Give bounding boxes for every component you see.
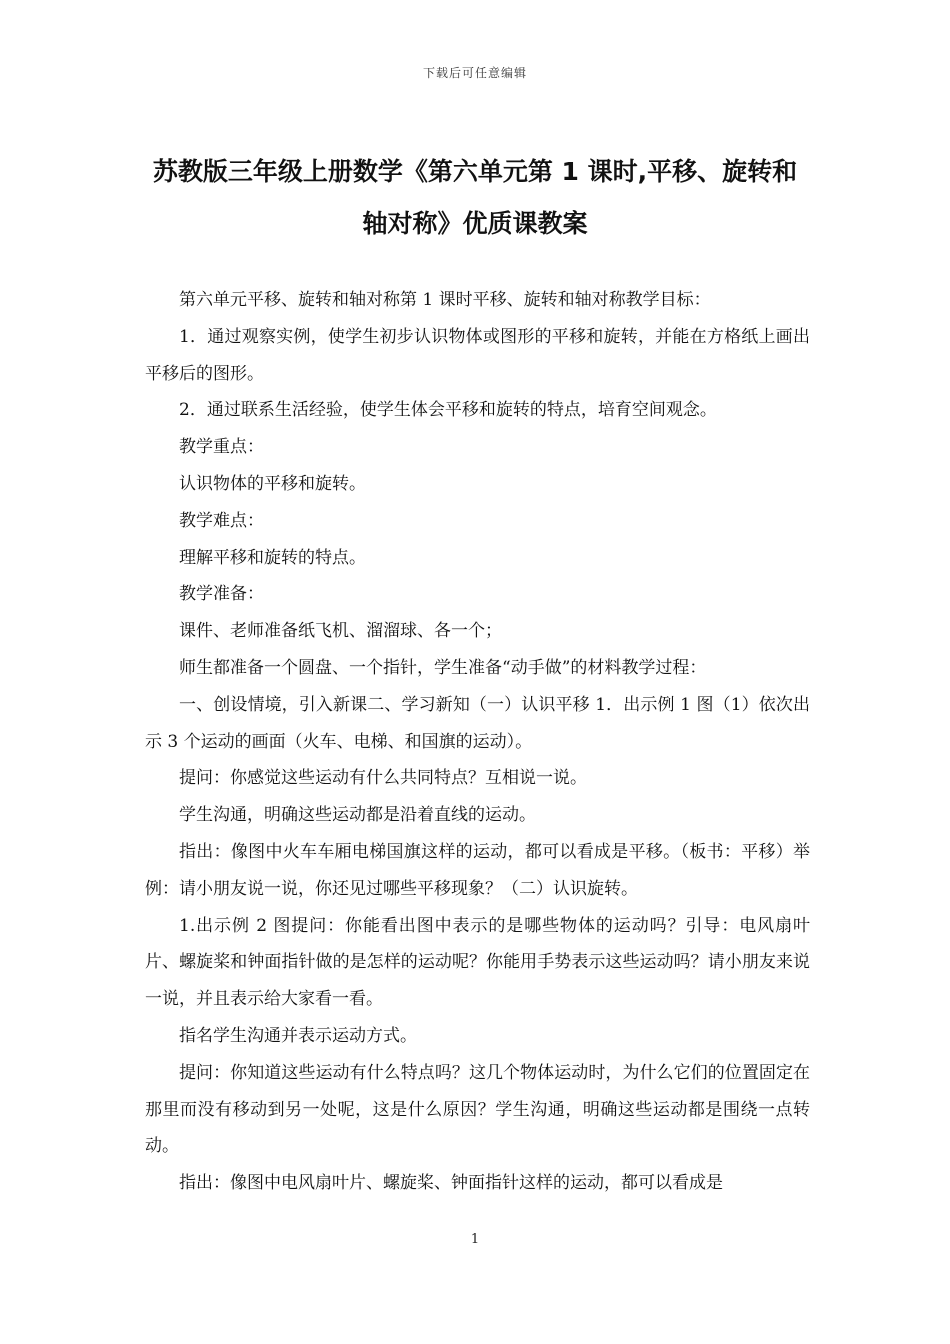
- paragraph-preparation-students: 师生都准备一个圆盘、一个指针，学生准备“动手做”的材料教学过程：: [179, 657, 707, 678]
- paragraph-preparation-label: 教学准备：: [179, 584, 264, 605]
- paragraph-objectives-heading: 第六单元平移、旋转和轴对称第 1 课时平移、旋转和轴对称教学目标：: [179, 290, 711, 310]
- paragraph-rotation-example: 1.出示例 2 图提问：你能看出图中表示的是哪些物体的运动吗？引导：电风扇叶片、螺旋桨和钟面指针做的是怎样的运动呢？你能用手势表示这些运动吗？请小朋友来说一说，并且表示给大家看一看。: [145, 915, 810, 1010]
- paragraph-key-points-label: 教学重点：: [179, 437, 264, 458]
- page-header: 下载后可任意编辑: [422, 66, 527, 80]
- paragraph-difficulties: 理解平移和旋转的特点。: [179, 547, 366, 568]
- paragraph-question-1: 提问：你感觉这些运动有什么共同特点？互相说一说。: [179, 768, 587, 789]
- paragraph-rotation-summary: 指出：像图中电风扇叶片、螺旋桨、钟面指针这样的运动，都可以看成是: [179, 1173, 723, 1194]
- paragraph-key-points: 认识物体的平移和旋转。: [179, 473, 366, 494]
- paragraph-translation-summary: 指出：像图中火车车厢电梯国旗这样的运动，都可以看成是平移。（板书：平移）举例：请小朋友说一说，你还见过哪些平移现象？（二）认识旋转。: [145, 841, 810, 899]
- paragraph-student-discussion-2: 指名学生沟通并表示运动方式。: [179, 1025, 417, 1046]
- paragraph-process-intro: 一、创设情境，引入新课二、学习新知（一）认识平移 1．出示例 1 图（1）依次出示 3 个运动的画面（火车、电梯、和国旗的运动）。: [145, 694, 810, 752]
- paragraph-student-discussion-1: 学生沟通，明确这些运动都是沿着直线的运动。: [179, 805, 536, 826]
- paragraph-preparation-teacher: 课件、老师准备纸飞机、溜溜球、各一个；: [179, 621, 502, 642]
- paragraph-question-2: 提问：你知道这些运动有什么特点吗？这几个物体运动时，为什么它们的位置固定在那里而没有移动到另一处呢，这是什么原因？学生沟通，明确这些运动都是围绕一点转动。: [145, 1062, 810, 1157]
- document-body: [145, 282, 810, 1202]
- document-title: [120, 146, 830, 250]
- paragraph-objective-2: 2．通过联系生活经验，使学生体会平移和旋转的特点，培育空间观念。: [179, 400, 717, 421]
- title-line-2: 轴对称》优质课教案: [362, 209, 588, 238]
- paragraph-difficulties-label: 教学难点：: [179, 510, 264, 531]
- page-number: 1: [470, 1232, 480, 1247]
- title-line-1: 苏教版三年级上册数学《第六单元第 1 课时,平移、旋转和: [152, 157, 798, 186]
- paragraph-objective-1: 1．通过观察实例，使学生初步认识物体或图形的平移和旋转，并能在方格纸上画出平移后的图形。: [145, 326, 810, 384]
